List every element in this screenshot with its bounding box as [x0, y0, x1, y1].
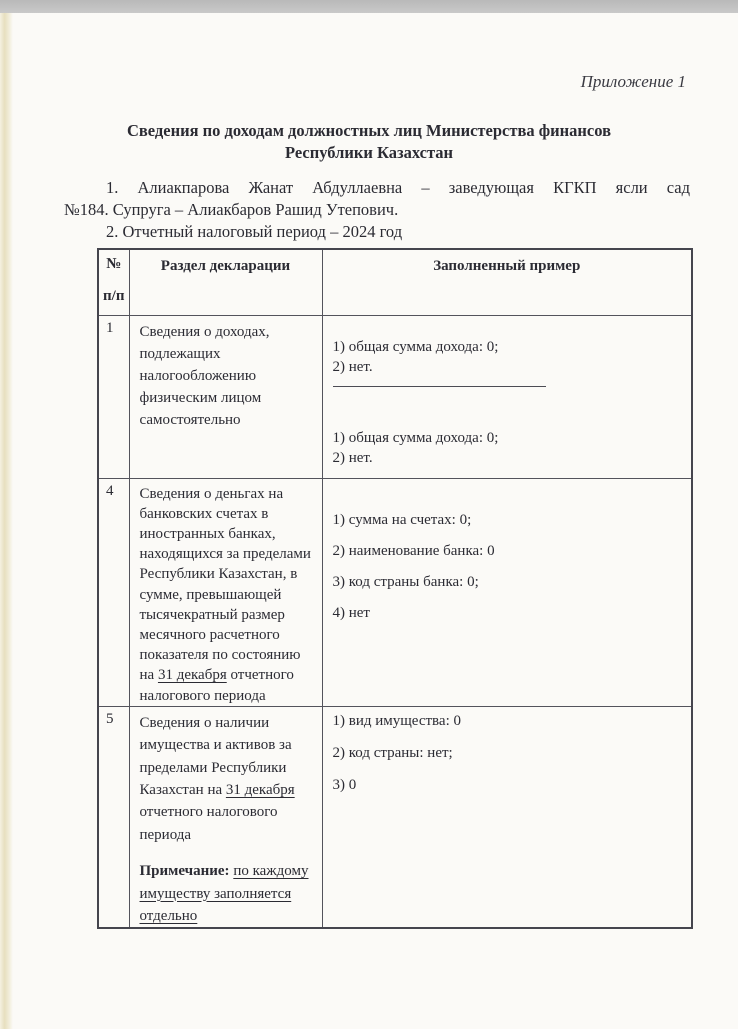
- header-cell-example: Заполненный пример: [322, 249, 692, 315]
- appendix-label: Приложение 1: [580, 72, 686, 91]
- section-note: [140, 860, 314, 927]
- document-title: [60, 120, 678, 164]
- example-line: 2) нет.: [332, 358, 373, 375]
- section-text: [140, 484, 314, 706]
- example-line: 2) нет.: [332, 449, 373, 466]
- document-title-line-2: Республики Казахстан: [284, 143, 454, 162]
- table-header-row: [98, 249, 692, 315]
- intro-paragraphs: [64, 177, 690, 243]
- example-line: 1) общая сумма дохода: 0;: [332, 429, 499, 446]
- row-number-cell: 4: [98, 478, 129, 706]
- text-segment: Примечание:: [139, 863, 230, 880]
- header-cell-number: [98, 249, 129, 315]
- row-number-cell: 5: [98, 706, 129, 928]
- example-line: 2) наименование банка: 0: [332, 542, 495, 559]
- text-segment: 31 декабря: [225, 781, 295, 798]
- declaration-table: [97, 248, 693, 929]
- example-line: 3) код страны банка: 0;: [332, 573, 479, 590]
- table-row: [98, 706, 692, 928]
- text-segment: 31 декабря: [157, 667, 227, 684]
- intro-item1-line2: №184. Супруга – Алиакбаров Рашид Утепович.: [64, 200, 399, 219]
- intro-item1-line1: 1. Алиакпарова Жанат Абдуллаевна – заведующая КГКП ясли сад: [106, 178, 690, 197]
- row-number-cell: 1: [98, 315, 129, 478]
- example-line: 3) 0: [332, 776, 357, 793]
- example-cell: [322, 706, 692, 928]
- example-line: 4) нет: [332, 604, 370, 621]
- section-text: [140, 321, 314, 431]
- text-segment: Сведения о деньгах на банковских счетах в иностранных банках, находящихся за пределами Республики Казахстан, в сумме, превышающей тысячекратный размер месячного расчетного показателя по состоянию на: [139, 485, 311, 684]
- table-row: [98, 315, 692, 478]
- header-number-abbr: п/п: [103, 288, 125, 304]
- example-cell: [322, 315, 692, 478]
- header-cell-section: Раздел декларации: [129, 249, 322, 315]
- intro-item2: 2. Отчетный налоговый период – 2024 год: [106, 222, 403, 241]
- text-segment: по каждому имуществу заполняется отдельно: [139, 863, 309, 924]
- section-cell: [129, 706, 322, 928]
- table-row: [98, 478, 692, 706]
- text-segment: Сведения о наличии имущества и активов за пределами Республики Казахстан на: [139, 714, 292, 798]
- example-line: 1) сумма на счетах: 0;: [332, 511, 472, 528]
- text-segment: Сведения о доходах, подлежащих налогообложению физическим лицом самостоятельно: [139, 323, 270, 428]
- paper-edge-left: [0, 13, 13, 1029]
- text-segment: отчетного налогового периода: [139, 667, 294, 704]
- scanner-edge-top: [0, 0, 738, 13]
- example-line: 1) вид имущества: 0: [332, 712, 462, 729]
- text-segment: отчетного налогового периода: [139, 804, 278, 843]
- document-title-line-1: Сведения по доходам должностных лиц Министерства финансов: [126, 121, 612, 140]
- example-cell: [322, 478, 692, 706]
- example-line: 2) код страны: нет;: [332, 744, 453, 761]
- section-cell: [129, 315, 322, 478]
- section-cell: [129, 478, 322, 706]
- spacer: [333, 387, 684, 428]
- section-text: [140, 712, 314, 846]
- header-number-symbol: №: [106, 256, 122, 272]
- example-line: 1) общая сумма дохода: 0;: [332, 338, 499, 355]
